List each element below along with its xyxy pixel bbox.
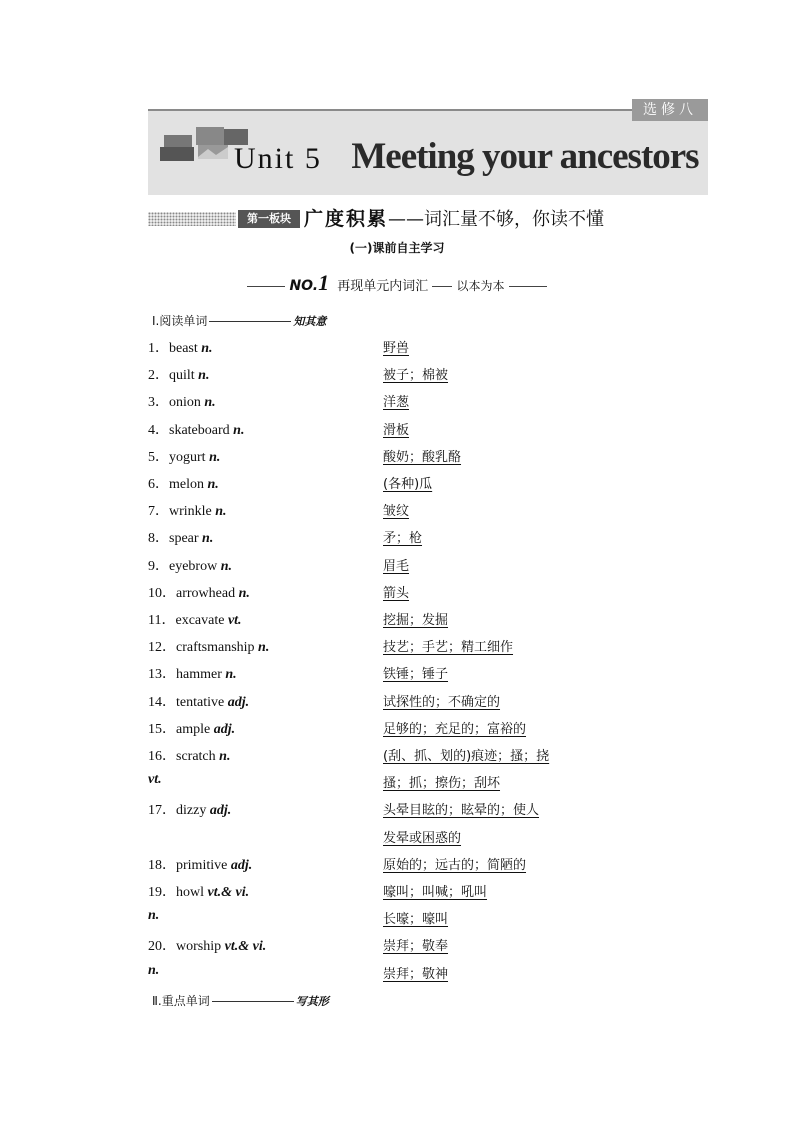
word-text: 13．hammer [148,667,222,683]
part-of-speech: vt.& vi. [207,885,250,900]
vocab-row [148,772,708,798]
unit-banner [148,102,708,195]
part-of-speech: n. [225,667,237,683]
word-text: 2．quilt [148,368,195,384]
part1-hint: 知其意 [293,315,327,328]
unit-name: Meeting your ancestors [351,136,699,177]
vocab-word [148,609,242,629]
divider-line [247,286,285,287]
word-text: 12．craftsmanship [148,640,255,656]
dash-line [209,321,291,322]
vocab-row [148,446,708,472]
part-of-speech: adj. [227,694,250,710]
vocab-meaning: 酸奶；酸乳酪 [383,449,462,465]
no1-suffix: 以本为本 [456,279,505,293]
unit-title [234,135,699,178]
part-of-speech: n. [198,368,210,384]
divider-line [509,286,547,287]
vocab-meaning: 挖掘；发掘 [383,613,449,628]
vocab-meaning: 试探性的；不确定的 [383,694,501,710]
vocab-meaning: 崇拜；敬神 [383,966,449,982]
vocab-meaning: 技艺；手艺；精工细作 [383,640,514,656]
word-text: 4．skateboard [148,422,230,438]
vocab-row [148,908,708,934]
vocab-meaning: 崇拜；敬奉 [383,939,449,955]
part-of-speech: n. [148,908,160,924]
section-header [148,204,708,234]
vocab-word [148,473,219,493]
block-label: 第一板块 [238,210,300,228]
vocab-meaning: 原始的；远古的；简陋的 [383,857,527,873]
vocab-word [148,636,269,656]
vocab-word [148,364,209,384]
vocab-meaning: 头晕目眩的；眩晕的；使人 [383,803,540,819]
vocab-meaning: 发晕或困惑的 [383,830,462,846]
vocab-meaning: 滑板 [383,422,410,438]
part-of-speech: vt. [148,772,162,788]
vocab-row [148,500,708,526]
word-text: 15．ample [148,721,211,737]
word-text: 11．excavate [148,613,225,628]
vocab-row [148,582,708,608]
vocab-row [148,473,708,499]
no1-heading [0,270,794,296]
section-title-main: 广度积累 [304,208,389,230]
vocab-row [148,935,708,961]
dash-line [212,1001,294,1002]
vocab-row [148,555,708,581]
vocab-word [148,555,232,575]
vocab-row [148,718,708,744]
vocab-word [148,500,227,520]
vocab-word [148,799,231,819]
part-of-speech: n. [238,585,250,601]
vocab-row [148,799,708,825]
part-of-speech: n. [202,531,214,547]
vocab-word [148,963,159,979]
part-of-speech: n. [219,749,231,764]
vocab-row [148,745,708,771]
part-of-speech: n. [204,395,216,411]
vocab-row [148,527,708,553]
vocab-word [148,391,216,411]
no-number: 1 [318,270,330,295]
no-label: NO. [289,278,319,294]
vocab-meaning: 野兽 [383,341,410,356]
vocab-word [148,582,250,602]
word-text: 16．scratch [148,749,216,764]
vocab-row [148,636,708,662]
vocab-row [148,609,708,635]
part-of-speech: n. [215,504,227,520]
vocab-meaning: 铁锤；锤子 [383,667,449,683]
part-of-speech: n. [148,962,160,978]
part-of-speech: adj. [230,857,253,873]
part-of-speech: vt. [227,613,242,628]
word-text: 3．onion [148,395,201,411]
word-text: 10．arrowhead [148,585,236,601]
vocab-row [148,364,708,390]
vocab-meaning: 足够的；充足的；富裕的 [383,721,527,737]
no1-title: 再现单元内词汇 [337,279,429,294]
vocab-meaning: (刮、抓、划的)痕迹；搔；挠 [383,749,550,764]
vocab-word [148,745,230,765]
vocab-row [148,854,708,880]
word-text: 6．melon [148,477,204,492]
vocab-row [148,827,708,853]
divider-line [432,286,452,287]
vocab-word [148,446,220,466]
vocab-meaning: (各种)瓜 [383,477,433,492]
section-subtitle: (一)课前自主学习 [349,241,445,255]
part1-heading [152,312,326,329]
vocab-word [148,854,252,874]
section-title [304,204,604,231]
unit-label: Unit 5 [234,142,322,175]
vocab-meaning: 搔；抓；擦伤；刮坏 [383,776,501,792]
part-of-speech: n. [233,422,245,438]
vocab-row [148,691,708,717]
vocab-row [148,663,708,689]
part-of-speech: n. [258,640,270,656]
word-text: 18．primitive [148,857,228,873]
word-text: 5．yogurt [148,449,206,465]
dotted-decoration [148,212,236,226]
vocab-word [148,691,249,711]
vocab-meaning: 眉毛 [383,558,410,574]
word-text: 7．wrinkle [148,504,212,520]
word-text: 17．dizzy [148,803,207,819]
vocab-meaning: 被子；棉被 [383,368,449,384]
word-text: 14．tentative [148,694,225,710]
vocab-word [148,935,266,955]
vocab-meaning: 箭头 [383,585,410,601]
part2-hint: 写其形 [295,995,329,1008]
vocab-row [148,963,708,989]
vocab-word [148,881,249,901]
part-of-speech: adj. [209,803,232,819]
part2-label: Ⅱ.重点单词 [152,994,210,1008]
vocab-meaning: 嚎叫；叫喊；吼叫 [383,885,488,900]
word-text: 20．worship [148,939,222,955]
vocab-row [148,337,708,363]
part-of-speech: n. [209,449,221,465]
word-text: 1．beast [148,341,198,356]
vocab-row [148,881,708,907]
vocab-meaning: 皱纹 [383,504,410,520]
vocab-word [148,718,235,738]
elective-tag: 选修八 [632,99,708,121]
vocab-word [148,337,213,357]
part2-heading [152,992,329,1009]
vocab-row [148,391,708,417]
vocab-word [148,527,213,547]
part1-label: Ⅰ.阅读单词 [152,314,208,328]
vocab-word [148,419,244,439]
vocab-meaning: 矛；枪 [383,531,423,547]
vocab-meaning: 洋葱 [383,395,410,411]
section-title-rest: ——词汇量不够，你读不懂 [388,209,605,230]
vocab-row [148,419,708,445]
part-of-speech: adj. [213,721,236,737]
word-text: 8．spear [148,531,199,547]
part-of-speech: n. [201,341,213,356]
vocab-meaning: 长嚎；嚎叫 [383,912,449,928]
vocab-word [148,908,159,924]
vocab-word [148,663,237,683]
word-text: 9．eyebrow [148,558,218,574]
part-of-speech: n. [207,477,219,492]
vocab-word [148,772,162,788]
word-text: 19．howl [148,885,204,900]
part-of-speech: vt.& vi. [224,939,267,955]
part-of-speech: n. [220,558,232,574]
